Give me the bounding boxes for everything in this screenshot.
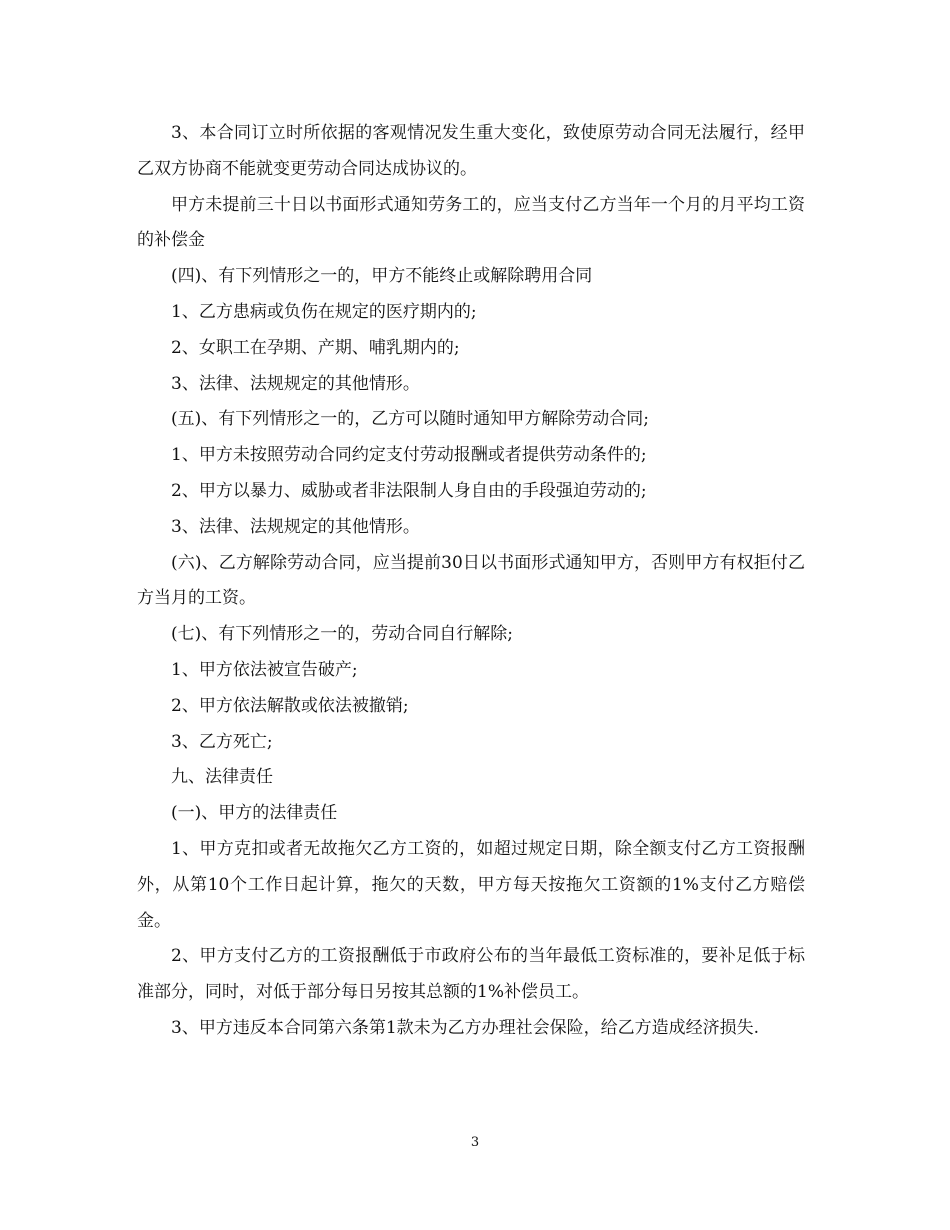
section-heading: (一)、甲方的法律责任 <box>171 803 338 824</box>
list-item: 3、法律、法规规定的其他情形。 <box>171 516 420 537</box>
list-item: 3、乙方死亡; <box>171 731 273 752</box>
document-body <box>137 116 805 1047</box>
page-number: 3 <box>470 1135 480 1150</box>
list-item: 2、甲方以暴力、威胁或者非法限制人身自由的手段强迫劳动的; <box>171 480 647 501</box>
section-heading: (四)、有下列情形之一的，甲方不能终止或解除聘用合同 <box>171 266 593 287</box>
list-item: 3、法律、法规规定的其他情形。 <box>171 373 420 394</box>
chapter-heading: 九、法律责任 <box>171 767 273 788</box>
list-item: 2、女职工在孕期、产期、哺乳期内的; <box>171 337 460 358</box>
list-item: 1、乙方患病或负伤在规定的医疗期内的; <box>171 301 477 322</box>
list-item: 1、甲方依法被宣告破产; <box>171 659 358 680</box>
paragraph: 3、本合同订立时所依据的客观情况发生重大变化，致使原劳动合同无法履行，经甲乙双方协商不能就变更劳动合同达成协议的。 <box>137 123 805 179</box>
section-heading: (六)、乙方解除劳动合同，应当提前30日以书面形式通知甲方，否则甲方有权拒付乙方当月的工资。 <box>137 552 805 609</box>
list-item: 2、甲方支付乙方的工资报酬低于市政府公布的当年最低工资标准的，要补足低于标准部分，同时，对低于部分每日另按其总额的1%补偿员工。 <box>137 946 805 1003</box>
section-heading: (五)、有下列情形之一的，乙方可以随时通知甲方解除劳动合同; <box>171 409 649 430</box>
paragraph: 甲方未提前三十日以书面形式通知劳务工的，应当支付乙方当年一个月的月平均工资的补偿金 <box>137 194 805 251</box>
list-item: 3、甲方违反本合同第六条第1款未为乙方办理社会保险，给乙方造成经济损失. <box>171 1017 760 1038</box>
list-item: 2、甲方依法解散或依法被撤销; <box>171 695 409 716</box>
list-item: 1、甲方未按照劳动合同约定支付劳动报酬或者提供劳动条件的; <box>171 445 647 466</box>
section-heading: (七)、有下列情形之一的，劳动合同自行解除; <box>171 624 513 645</box>
list-item: 1、甲方克扣或者无故拖欠乙方工资的，如超过规定日期，除全额支付乙方工资报酬外，从第10个工作日起计算，拖欠的天数，甲方每天按拖欠工资额的1%支付乙方赔偿金。 <box>137 838 805 931</box>
